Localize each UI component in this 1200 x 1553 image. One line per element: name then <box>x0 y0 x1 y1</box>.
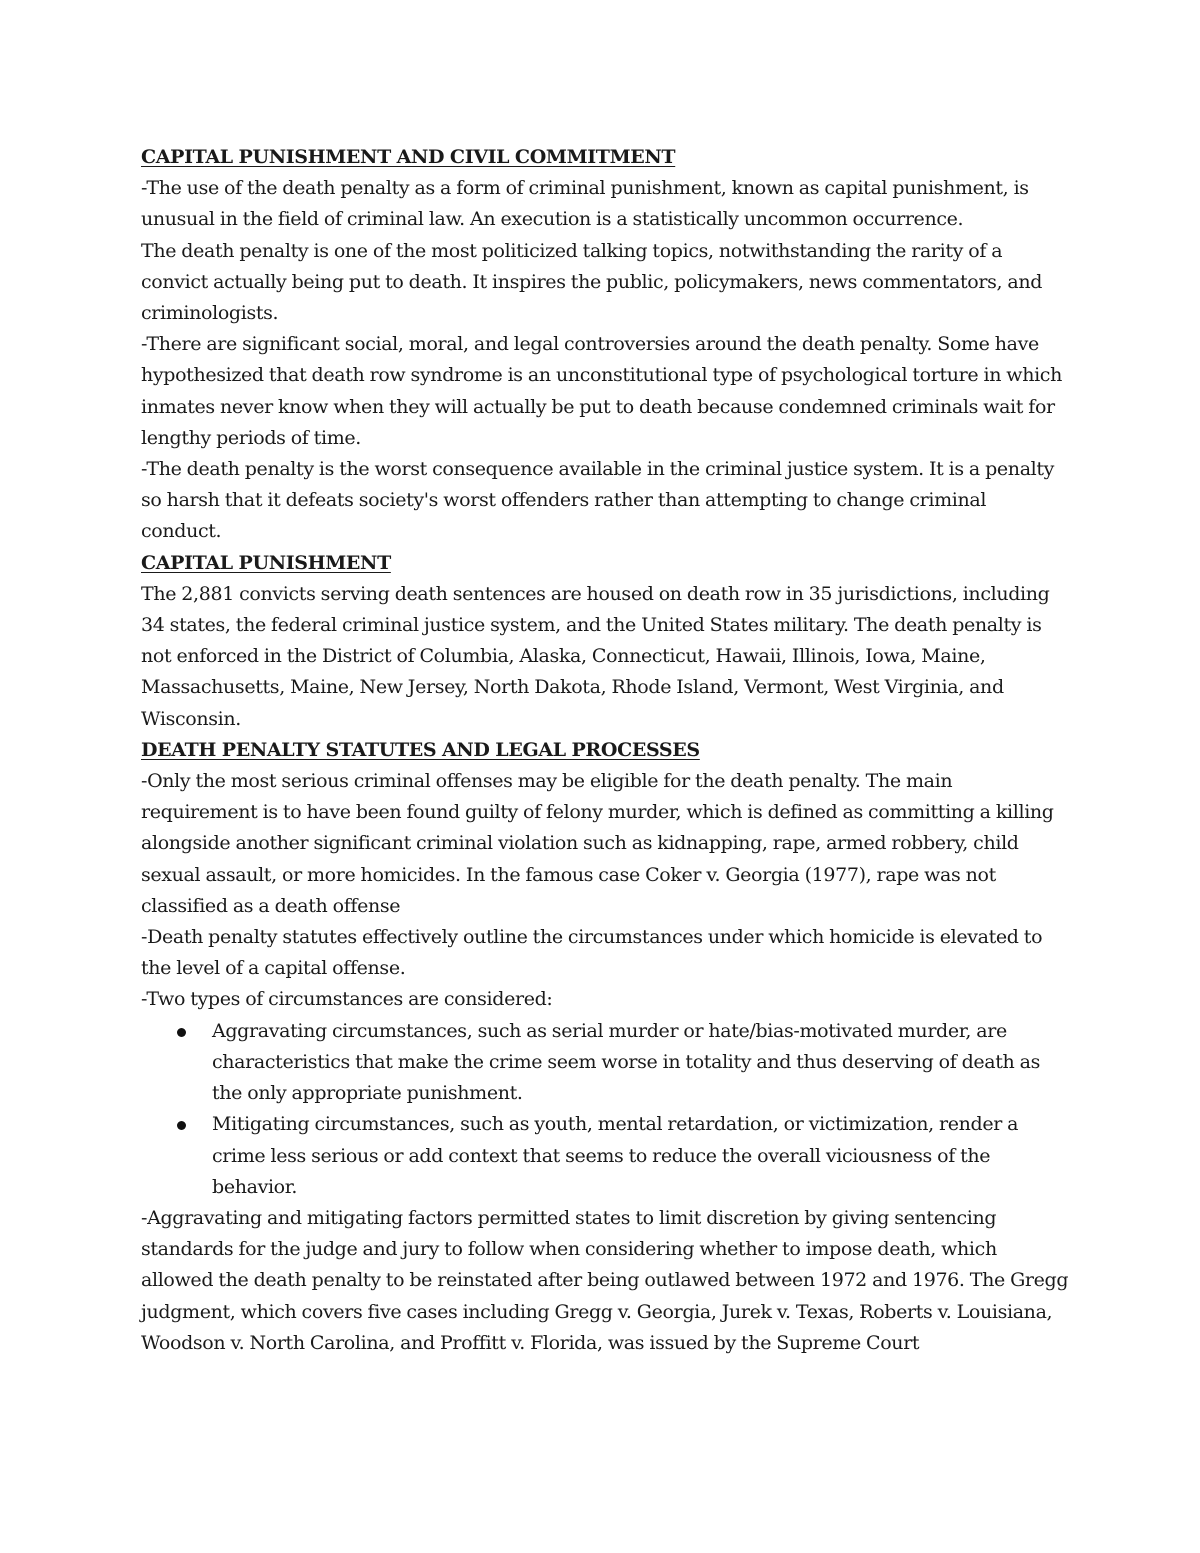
bullet-text-aggravating: Aggravating circumstances, such as serial murder or hate/bias-motivated murder, are characteristics that make the crime seem worse in totality and thus deserving of death as the only appropriate punishment. <box>212 1019 1041 1105</box>
paragraph-worst-consequence: -The death penalty is the worst consequence available in the criminal justice system. It is a penalty so harsh that it defeats society's worst offenders rather than attempting to change criminal conduct. <box>141 458 1055 543</box>
section-heading-death-penalty-statutes: DEATH PENALTY STATUTES AND LEGAL PROCESSES <box>141 738 700 761</box>
paragraph-two-types: -Two types of circumstances are considered: <box>141 988 553 1011</box>
list-item-mitigating <box>212 1109 1071 1203</box>
paragraph-statutes-outline: -Death penalty statutes effectively outline the circumstances under which homicide is elevated to the level of a capital offense. <box>141 926 1043 980</box>
paragraph-gregg-judgment: -Aggravating and mitigating factors permitted states to limit discretion by giving sentencing standards for the judge and jury to follow when considering whether to impose death, which allowed the death penalty to be reinstated after being outlawed between 1972 and 1976. The Gregg judgment, which covers five cases including Gregg v. Georgia, Jurek v. Texas, Roberts v. Louisiana, Woodson v. North Carolina, and Proffitt v. Florida, was issued by the Supreme Court <box>141 1206 1069 1354</box>
section-heading-capital-punishment: CAPITAL PUNISHMENT <box>141 551 391 574</box>
paragraph-politicized-topic: The death penalty is one of the most politicized talking topics, notwithstanding the rarity of a convict actually being put to death. It inspires the public, policymakers, news commentators, and criminologists. <box>141 239 1043 325</box>
circumstances-bullet-list <box>141 1016 1071 1203</box>
list-item-aggravating <box>212 1016 1071 1110</box>
bullet-text-mitigating: Mitigating circumstances, such as youth, mental retardation, or victimization, render a crime less serious or add context that seems to reduce the overall viciousness of the behavior. <box>212 1113 1019 1198</box>
paragraph-death-row-jurisdictions: The 2,881 convicts serving death sentences are housed on death row in 35 jurisdictions, including 34 states, the federal criminal justice system, and the United States military. The death penalty is not enforced in the District of Columbia, Alaska, Connecticut, Hawaii, Illinois, Iowa, Maine, Massachusetts, Maine, New Jersey, North Dakota, Rhode Island, Vermont, West Virginia, and Wisconsin. <box>141 582 1050 730</box>
paragraph-eligible-offenses: -Only the most serious criminal offenses may be eligible for the death penalty. The main requirement is to have been found guilty of felony murder, which is defined as committing a killing alongside another significant criminal violation such as kidnapping, rape, armed robbery, child sexual assault, or more homicides. In the famous case Coker v. Georgia (1977), rape was not classified as a death offense <box>141 770 1054 917</box>
section-heading-capital-punishment-and-civil-commitment: CAPITAL PUNISHMENT AND CIVIL COMMITMENT <box>141 146 676 168</box>
paragraph-capital-punishment-intro: -The use of the death penalty as a form of criminal punishment, known as capital punishment, is unusual in the field of criminal law. An execution is a statistically uncommon occurrence. <box>141 177 1029 231</box>
paragraph-controversies: -There are significant social, moral, and legal controversies around the death penalty. Some have hypothesized that death row syndrome is an unconstitutional type of psychological torture in which inmates never know when they will actually be put to death because condemned criminals wait for lengthy periods of time. <box>141 333 1062 449</box>
bullet-icon <box>177 1121 186 1130</box>
document-body <box>141 142 1071 1359</box>
bullet-icon <box>177 1028 186 1037</box>
